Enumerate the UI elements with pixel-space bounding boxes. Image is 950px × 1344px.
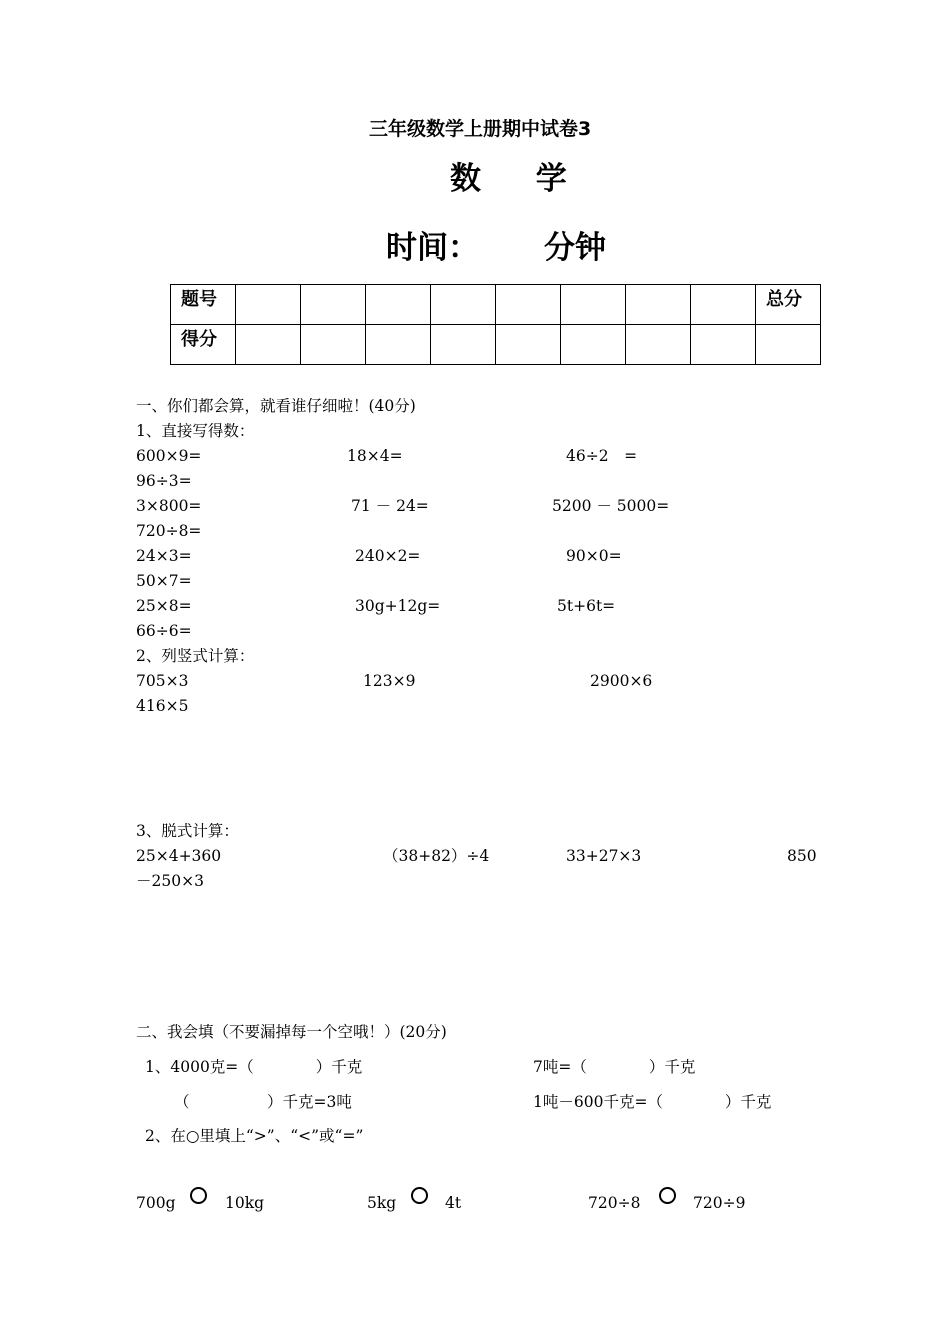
calc-item: 600×9=	[136, 447, 202, 465]
stepwise-calc-item: －250×3	[136, 872, 204, 890]
q2-heading: 2、列竖式计算：	[136, 647, 255, 665]
compare-right: 720÷9	[693, 1194, 746, 1212]
score-cell[interactable]	[301, 325, 366, 365]
stepwise-calc-item: 33+27×3	[566, 847, 642, 865]
calc-item: 24×3=	[136, 547, 192, 565]
calc-item: 5200 － 5000=	[552, 497, 670, 515]
score-cell[interactable]	[431, 285, 496, 325]
calc-item: 90×0=	[566, 547, 622, 565]
q2-compare-heading: 2、在○里填上“>”、“<”或“=”	[145, 1127, 364, 1145]
compare-circle[interactable]	[659, 1187, 676, 1204]
fill-blank: 1、4000克=（ ）千克	[145, 1058, 363, 1076]
score-cell[interactable]	[691, 325, 756, 365]
score-table	[170, 284, 821, 365]
score-cell[interactable]	[561, 325, 626, 365]
compare-left: 5kg	[367, 1194, 397, 1212]
stepwise-calc-item: （38+82）÷4	[383, 847, 490, 865]
calc-item: 71 － 24=	[351, 497, 429, 515]
score-table-row-score	[171, 325, 821, 365]
calc-item: 18×4=	[347, 447, 403, 465]
calc-item: 50×7=	[136, 572, 192, 590]
score-label: 得分	[171, 325, 236, 365]
stepwise-calc-item: 25×4+360	[136, 847, 222, 865]
compare-left: 700g	[136, 1194, 176, 1212]
total-score-cell[interactable]	[756, 325, 821, 365]
fill-blank: 1吨－600千克=（ ）千克	[533, 1093, 772, 1111]
vertical-calc-item: 2900×6	[590, 672, 653, 690]
calc-item: 5t+6t=	[557, 597, 616, 615]
score-cell[interactable]	[236, 325, 301, 365]
score-cell[interactable]	[561, 285, 626, 325]
vertical-calc-item: 123×9	[363, 672, 416, 690]
q3-heading: 3、脱式计算：	[136, 822, 239, 840]
score-cell[interactable]	[301, 285, 366, 325]
calc-item: 30g+12g=	[355, 597, 441, 615]
compare-circle[interactable]	[411, 1187, 428, 1204]
fill-blank: 7吨=（ ）千克	[533, 1058, 696, 1076]
fill-blank: （ ）千克=3吨	[174, 1093, 352, 1111]
calc-item: 240×2=	[355, 547, 421, 565]
vertical-calc-item: 705×3	[136, 672, 189, 690]
q1-heading: 1、直接写得数：	[136, 422, 255, 440]
subject-title: 数 学	[450, 161, 589, 197]
time-label: 时间：	[386, 230, 479, 266]
calc-item: 96÷3=	[136, 472, 192, 490]
calc-item: 720÷8=	[136, 522, 202, 540]
calc-item: 46÷2 =	[566, 447, 638, 465]
score-cell[interactable]	[366, 325, 431, 365]
calc-item: 25×8=	[136, 597, 192, 615]
calc-item: 3×800=	[136, 497, 202, 515]
score-table-row-question	[171, 285, 821, 325]
calc-item: 66÷6=	[136, 622, 192, 640]
total-label: 总分	[756, 285, 821, 325]
compare-circle[interactable]	[190, 1187, 207, 1204]
score-cell[interactable]	[431, 325, 496, 365]
stepwise-calc-item: 850	[787, 847, 817, 865]
score-cell[interactable]	[236, 285, 301, 325]
score-cell[interactable]	[626, 285, 691, 325]
score-cell[interactable]	[366, 285, 431, 325]
vertical-calc-item: 416×5	[136, 697, 189, 715]
compare-right: 4t	[445, 1194, 462, 1212]
section2-heading: 二、我会填（不要漏掉每一个空哦！）(20分)	[136, 1023, 447, 1041]
score-cell[interactable]	[496, 285, 561, 325]
score-cell[interactable]	[496, 325, 561, 365]
compare-left: 720÷8	[588, 1194, 641, 1212]
compare-right: 10kg	[225, 1194, 265, 1212]
question-number-label: 题号	[171, 285, 236, 325]
score-cell[interactable]	[691, 285, 756, 325]
section1-heading: 一、你们都会算，就看谁仔细啦！(40分)	[136, 397, 416, 415]
time-unit: 分钟	[544, 230, 606, 266]
score-cell[interactable]	[626, 325, 691, 365]
exam-title: 三年级数学上册期中试卷3	[369, 118, 592, 140]
